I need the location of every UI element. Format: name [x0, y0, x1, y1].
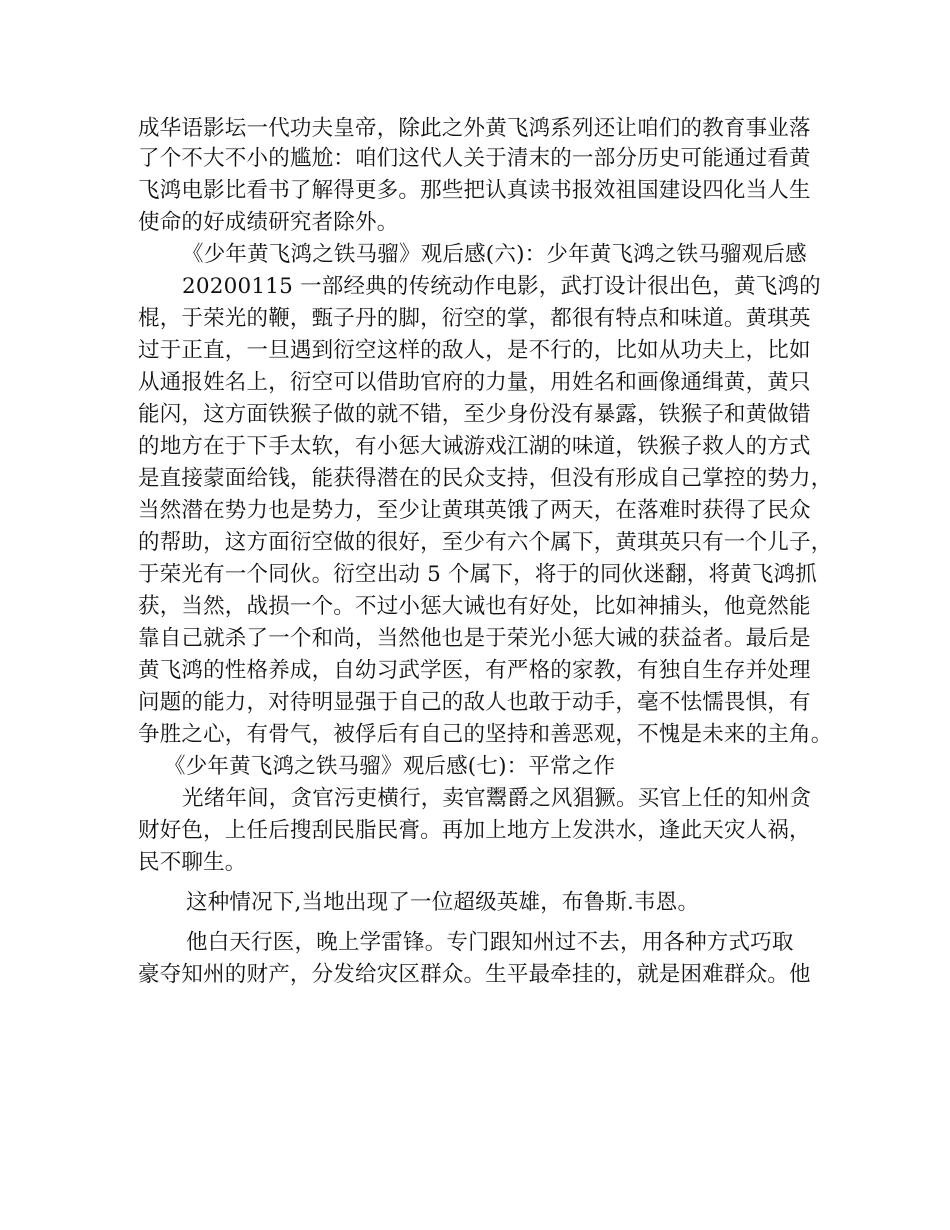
text-line: 争胜之心，有骨气，被俘后有自己的坚持和善恶观，不愧是未来的主角。	[138, 722, 833, 747]
text-line: 的地方在于下手太软，有小惩大诫游戏江湖的味道，铁猴子救人的方式	[138, 434, 811, 459]
text-line: 飞鸿电影比看书了解得更多。那些把认真读书报效祖国建设四化当人生	[138, 178, 811, 203]
text-line: 财好色，上任后搜刮民脂民膏。再加上地方上发洪水，逢此天灾人祸，	[138, 818, 811, 843]
text-line: 靠自己就杀了一个和尚，当然他也是于荣光小惩大诫的获益者。最后是	[138, 626, 811, 651]
section-heading: 《少年黄飞鸿之铁马骝》观后感(六)：少年黄飞鸿之铁马骝观后感	[182, 242, 807, 267]
section-heading: 《少年黄飞鸿之铁马骝》观后感(七)：平常之作	[164, 754, 616, 779]
text-line: 20200115 一部经典的传统动作电影，武打设计很出色，黄飞鸿的	[182, 274, 821, 299]
text-line: 了个不大不小的尴尬：咱们这代人关于清末的一部分历史可能通过看黄	[138, 146, 811, 171]
text-line: 能闪，这方面铁猴子做的就不错，至少身份没有暴露，铁猴子和黄做错	[138, 402, 811, 427]
text-line: 是直接蒙面给钱，能获得潜在的民众支持，但没有形成自己掌控的势力，	[138, 466, 833, 491]
text-line: 这种情况下,当地出现了一位超级英雄，布鲁斯.韦恩。	[186, 890, 700, 915]
text-line: 豪夺知州的财产，分发给灾区群众。生平最牵挂的，就是困难群众。他	[138, 962, 811, 987]
text-line: 从通报姓名上，衍空可以借助官府的力量，用姓名和画像通缉黄，黄只	[138, 370, 811, 395]
text-line: 于荣光有一个同伙。衍空出动 5 个属下，将于的同伙迷翻，将黄飞鸿抓	[138, 562, 817, 587]
text-line: 当然潜在势力也是势力，至少让黄琪英饿了两天，在落难时获得了民众	[138, 498, 811, 523]
text-line: 成华语影坛一代功夫皇帝，除此之外黄飞鸿系列还让咱们的教育事业落	[138, 116, 811, 141]
text-line: 棍，于荣光的鞭，甄子丹的脚，衍空的掌，都很有特点和味道。黄琪英	[138, 306, 811, 331]
text-line: 黄飞鸿的性格养成，自幼习武学医，有严格的家教，有独自生存并处理	[138, 658, 811, 683]
text-line: 使命的好成绩研究者除外。	[138, 210, 399, 235]
text-line: 过于正直，一旦遇到衍空这样的敌人，是不行的，比如从功夫上，比如	[138, 338, 811, 363]
text-line: 民不聊生。	[138, 850, 247, 875]
text-line: 的帮助，这方面衍空做的很好，至少有六个属下，黄琪英只有一个儿子，	[138, 530, 833, 555]
text-line: 他白天行医，晚上学雷锋。专门跟知州过不去，用各种方式巧取	[186, 930, 794, 955]
text-line: 光绪年间，贪官污吏横行，卖官鬻爵之风猖獗。买官上任的知州贪	[182, 786, 812, 811]
text-line: 获，当然，战损一个。不过小惩大诫也有好处，比如神捕头，他竟然能	[138, 594, 811, 619]
text-line: 问题的能力，对待明显强于自己的敌人也敢于动手，毫不怯懦畏惧，有	[138, 690, 811, 715]
